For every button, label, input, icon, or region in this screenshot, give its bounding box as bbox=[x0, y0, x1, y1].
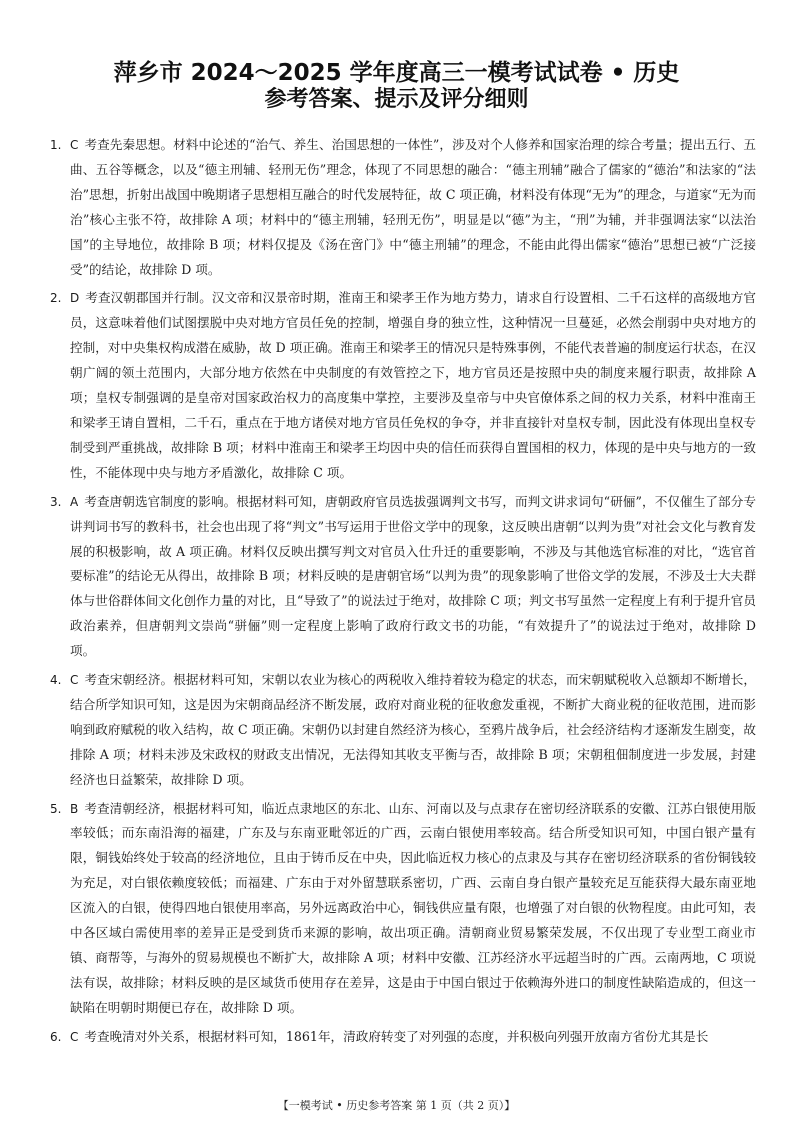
item-explanation: 考查汉朝郡国并行制。汉文帝和汉景帝时期，淮南王和梁孝王作为地方势力，请求自行设置相、二千石这样的高级地方官员，这意味着他们试图摆脱中央对地方官员任免的控制，增强自身的独立性，这种情况一旦蔓延，必然会削弱中央对地方的控制，对中央集权构成潜在威胁，故 D 项正确。淮南王和梁孝王的情况只是特殊事例，不能代表普遍的制度运行状态，在汉朝广阔的领土范围内，大部分地方依然在中央制度的有效管控之下，地方官员还是按照中央的制度来履行职责，故排除 A 项；皇权专制强调的是皇帝对国家政治权力的高度集中掌控，主要涉及皇帝与中央官僚体系之间的权力关系，材料中淮南王和梁孝王请自置相，二千石，重点在于地方诸侯对地方官员任免权的争夺，并非直接针对皇权专制，因此没有体现出皇权专制受到严重挑战，故排除 B 项；材料中淮南王和梁孝王均因中央的信任而获得自置国相的权力，体现的是中央与地方的一致性，不能体现中央与地方矛盾激化，故排除 C 项。 bbox=[70, 290, 756, 480]
item-number: 4. bbox=[50, 673, 62, 688]
item-answer: C bbox=[70, 138, 79, 152]
answer-item-5 bbox=[50, 797, 756, 1021]
item-number: 1. bbox=[50, 138, 62, 152]
item-answer: C bbox=[70, 1029, 79, 1044]
item-explanation: 考查宋朝经济。根据材料可知，宋朝以农业为核心的两税收入维持着较为稳定的状态，而宋朝赋税收入总额却不断增长，结合所学知识可知，这是因为宋朝商品经济不断发展，政府对商业税的征收愈发重视，不断扩大商业税的征收范围，进而影响到政府赋税的收入结构，故 C 项正确。宋朝仍以封建自然经济为核心，至鸦片战争后，社会经济结构才逐渐发生剧变，故排除 A 项；材料未涉及宋政权的财政支出情况，无法得知其收支平衡与否，故排除 B 项；宋朝租佃制度进一步发展，封建经济也日益繁荣，故排除 D 项。 bbox=[70, 672, 756, 787]
item-explanation: 考查晚清对外关系，根据材料可知，1861年，清政府转变了对列强的态度，并积极向列强开放南方省份尤其是长 bbox=[84, 1028, 709, 1044]
item-number: 6. bbox=[50, 1029, 62, 1044]
answer-item-1 bbox=[50, 133, 756, 282]
item-number: 5. bbox=[50, 801, 62, 816]
answer-item-2 bbox=[50, 286, 756, 485]
document-subtitle: 参考答案、提示及评分细则 bbox=[264, 87, 529, 112]
answer-item-6 bbox=[50, 1025, 756, 1050]
answer-item-4 bbox=[50, 668, 756, 793]
item-answer: B bbox=[70, 801, 79, 816]
item-explanation: 考查清朝经济，根据材料可知，临近点隶地区的东北、山东、河南以及与点隶存在密切经济联系的安徽、江苏白银使用版率较低；而东南沿海的福建，广东及与东南亚毗邻近的广西，云南白银使用率较高。结合所受知识可知，中国白银产量有限，铜钱始终处于较高的经济地位，且由于铸币反在中央，因此临近权力核心的点隶及与其存在密切经济联系的省份铜钱较为充足，对白银依赖度较低；而福建、广东由于对外留慧联系密切，广西、云南自身白银产量较充足互能获得大最东南亚地区流入的白银，使得四地白银使用率高，另外远离政治中心，铜钱供应量有限，也增强了对白银的伙物程度。由此可知，表中各区域白需使用率的差异正是受到货币来源的影响，故出项正确。清朝商业贸易繁荣发展，不仅出现了专业型工商业市镇、商帮等，与海外的贸易规模也不断扩大，故排除 A 项；材料中安徽、江苏经济水平远超当时的广西。云南两地，C 项说法有误，故排除；材料反映的是区域货币使用存在差异，这是由于中国白银过于依赖海外进口的制度性缺陷造成的，但这一缺陷在明朝时期便已存在，故排除 D 项。 bbox=[70, 800, 756, 1015]
item-answer: D bbox=[70, 291, 80, 306]
item-answer: C bbox=[70, 673, 79, 688]
item-explanation: 考查先秦思想。材料中论述的“治气、养生、治国思想的一体性”，涉及对个人修养和国家治理的综合考量；提出五行、五曲、五谷等概念，以及“德主刑辅、轻刑无伤”理念，体现了不同思想的融合：“德主刑辅”融合了儒家的“德治”和法家的“法治”思想，折射出战国中晚期诸子思想相互融合的时代发展特征，故 C 项正确，材料没有体现“无为”的理念，与道家“无为而治”核心主张不符，故排除 A 项；材料中的“德主刑辅，轻刑无伤”，明显是以“德”为主，“刑”为辅，并非强调法家“以法治国”的主导地位，故排除 B 项；材料仅提及《汤在啻门》中“德主刑辅”的理念，不能由此得出儒家“德治”思想已被“广泛接受”的结论，故排除 D 项。 bbox=[70, 137, 756, 277]
item-explanation: 考查唐朝选官制度的影响。根据材料可知，唐朝政府官员选拔强调判文书写，而判文讲求词句“研俪”，不仅催生了部分专讲判词书写的教科书，社会也出现了将“判文”书写运用于世俗文学中的现象，这反映出唐朝“以判为贵”对社会文化与教育发展的积极影响，故 A 项正确。材料仅反映出撰写判文对官员入仕升迁的重要影响，不涉及与其他选官标准的对比，“选官首要标准”的结论无从得出，故排除 B 项；材料反映的是唐朝官场“以判为贵”的现象影响了世俗文学的发展，不涉及士大夫群体与世俗群体间文化创作力量的对比，且“导致了”的说法过于绝对，故排除 C 项；判文书写虽然一定程度上有利于提升官员政治素养，但唐朝判文崇尚“骈俪”则一定程度上影响了政府行政文书的功能，“有效提升了”的说法过于绝对，故排除 D 项。 bbox=[70, 493, 756, 659]
item-number: 3. bbox=[50, 494, 62, 509]
item-number: 2. bbox=[50, 291, 62, 306]
page-footer: 【一模考试 • 历史参考答案 第 1 页（共 2 页）】 bbox=[277, 1099, 516, 1112]
answer-item-3 bbox=[50, 490, 756, 664]
item-answer: A bbox=[70, 494, 79, 509]
document-title: 萍乡市 2024～2025 学年度高三一模考试试卷 • 历史 bbox=[113, 60, 680, 86]
answer-list bbox=[50, 133, 756, 1054]
